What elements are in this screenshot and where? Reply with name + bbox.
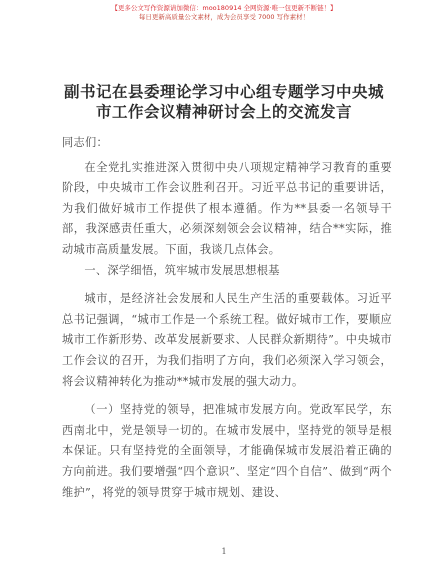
promo-banner-line-2: 每日更新高质量公文素材，成为会员享受 7000 写作素材！ xyxy=(138,13,310,21)
paragraph-subsection-1: （一）坚持党的领导，把准城市发展方向。党政军民学，东西南北中，党是领导一切的。在城市发展中，坚持党的领导是根本保证。只有坚持党的全面领导，才能确保城市发展沿着正确的方向前进。我们要增强“四个意识”、坚定“四个自信”、做到“两个维护”，将党的领导贯穿于城市规划、建设、 xyxy=(62,403,392,499)
paragraph-intro: 在全党扎实推进深入贯彻中央八项规定精神学习教育的重要阶段，中央城市工作会议胜利召开。习近平总书记的重要讲话，为我们做好城市工作提供了根本遵循。作为**县委一名领导干部，我深感责任重大，必须深刻领会会议精神，结合**实际，推动城市高质量发展。下面，我谈几点体会。 xyxy=(62,160,392,256)
paragraph-section-1: 城市，是经济社会发展和人民生产生活的重要载体。习近平总书记强调，“城市工作是一个系统工程。做好城市工作，要顺应城市工作新形势、改革发展新要求、人民群众新期待”。中央城市工作会议的召开，为我们指明了方向，我们必须深入学习领会，将会议精神转化为推动**城市发展的强大动力。 xyxy=(62,292,392,388)
document-title-line-2: 市工作会议精神研讨会上的交流发言 xyxy=(95,102,352,121)
section-heading-1: 一、深学细悟，筑牢城市发展思想根基 xyxy=(84,263,280,277)
promo-banner-line-1: 【更多公文写作资源请加微信：moo180914 全网资源·唯一包更新不断链！】 xyxy=(111,4,337,12)
page-number: 1 xyxy=(221,547,227,556)
paragraph-gap xyxy=(62,392,392,400)
document-title xyxy=(0,82,448,122)
promo-banner xyxy=(0,4,448,22)
salutation: 同志们： xyxy=(62,136,108,149)
paragraph-gap xyxy=(62,281,392,289)
document-body xyxy=(62,133,392,503)
document-title-line-1: 副书记在县委理论学习中心组专题学习中央城 xyxy=(63,82,384,101)
